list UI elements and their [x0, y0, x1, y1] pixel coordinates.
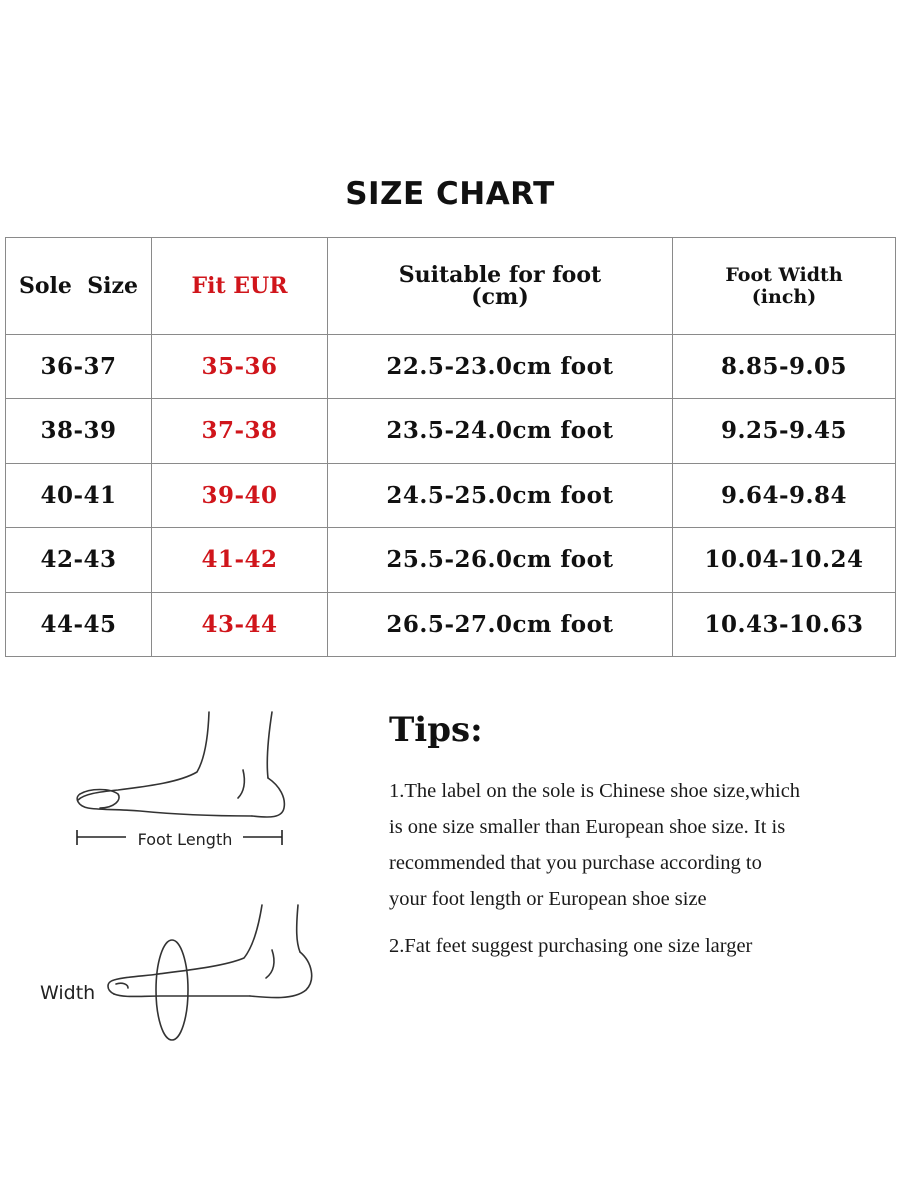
tip-2: 2.Fat feet suggest purchasing one size larger: [389, 935, 753, 957]
foot-width-cell: 10.43-10.63: [673, 592, 896, 657]
tip-1-line: your foot length or European shoe size: [389, 888, 707, 910]
foot-width-cell: 9.25-9.45: [673, 399, 896, 463]
header-foot-length-line2: (cm): [471, 283, 529, 310]
foot-width-cell: 9.64-9.84: [673, 463, 896, 527]
tip-1-line: recommended that you purchase according to: [389, 852, 762, 874]
header-sole-size: Sole Size: [6, 238, 152, 335]
header-foot-width-line2: (inch): [751, 285, 817, 308]
header-foot-length: [328, 238, 673, 335]
tips-title: Tips:: [389, 710, 483, 750]
foot-length-label: Foot Length: [137, 830, 233, 849]
table-row: [6, 463, 896, 527]
size-chart-table: [5, 237, 896, 657]
table-row: [6, 334, 896, 398]
foot-measurement-diagram: [0, 690, 380, 1070]
fit-eur-cell: 41-42: [152, 528, 328, 592]
foot-length-illustration: [77, 712, 284, 817]
foot-width-illustration: [108, 905, 312, 1040]
tip-1-line: 1.The label on the sole is Chinese shoe size,which: [389, 780, 801, 802]
fit-eur-cell: 37-38: [152, 399, 328, 463]
sole-size-cell: 44-45: [6, 592, 152, 657]
width-label: Width: [40, 982, 96, 1004]
table-row: [6, 592, 896, 657]
table-row: [6, 528, 896, 592]
fit-eur-cell: 43-44: [152, 592, 328, 657]
tip-1: [389, 773, 889, 917]
page-title: SIZE CHART: [345, 176, 555, 212]
foot-width-cell: 10.04-10.24: [673, 528, 896, 592]
fit-eur-cell: 39-40: [152, 463, 328, 527]
tip-1-line: is one size smaller than European shoe size. It is: [389, 816, 786, 838]
sole-size-cell: 40-41: [6, 463, 152, 527]
header-foot-width-line1: Foot Width: [725, 263, 843, 286]
table-row: [6, 399, 896, 463]
header-foot-length-line1: Suitable for foot: [398, 261, 602, 288]
foot-length-cell: 23.5-24.0cm foot: [328, 399, 673, 463]
fit-eur-cell: 35-36: [152, 334, 328, 398]
header-fit-eur: Fit EUR: [152, 238, 328, 335]
foot-length-cell: 24.5-25.0cm foot: [328, 463, 673, 527]
sole-size-cell: 42-43: [6, 528, 152, 592]
foot-length-cell: 22.5-23.0cm foot: [328, 334, 673, 398]
sole-size-cell: 36-37: [6, 334, 152, 398]
foot-width-cell: 8.85-9.05: [673, 334, 896, 398]
table-header-row: [6, 238, 896, 335]
foot-length-cell: 26.5-27.0cm foot: [328, 592, 673, 657]
foot-length-cell: 25.5-26.0cm foot: [328, 528, 673, 592]
header-foot-width: [673, 238, 896, 335]
sole-size-cell: 38-39: [6, 399, 152, 463]
